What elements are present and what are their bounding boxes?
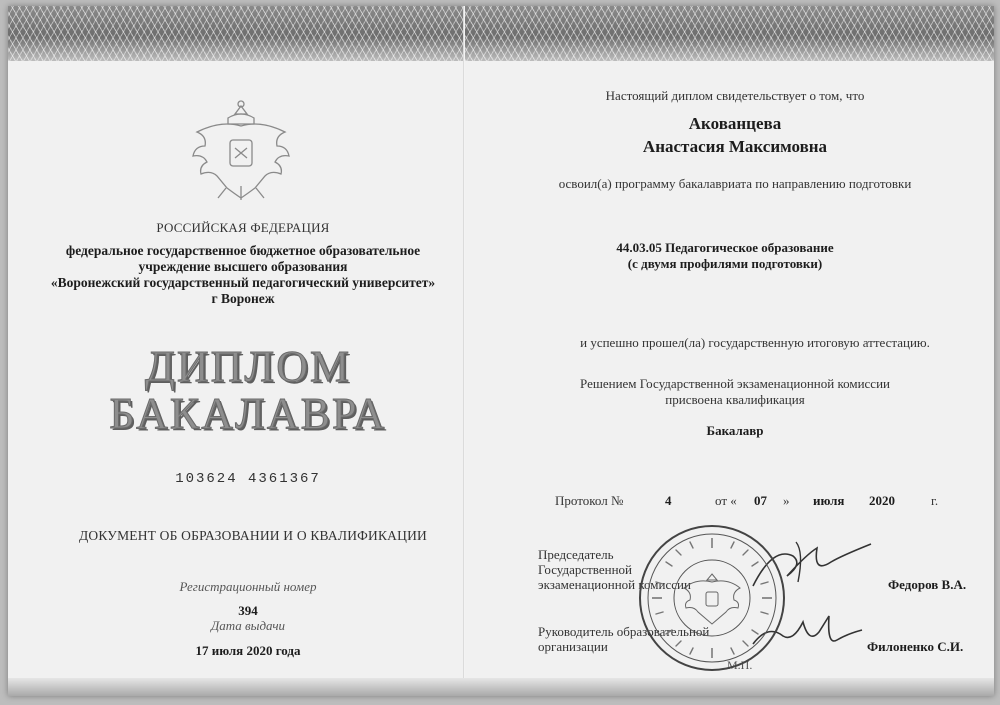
institution-name [8, 243, 478, 307]
protocol-year: 2020 [869, 493, 895, 508]
graduate-surname: Акованцева [688, 114, 782, 133]
head-name: Филоненко С.И. [867, 639, 964, 654]
head-label-line-2: организации [538, 639, 608, 654]
protocol-close-quote: » [783, 493, 790, 508]
direction-line-2: (с двумя профилями подготовки) [627, 256, 823, 271]
seal-place-label: М.П. [727, 658, 753, 672]
left-page [8, 6, 463, 696]
diploma-title-line-2: БАКАЛАВРА [109, 389, 387, 438]
coat-of-arms-icon [188, 96, 294, 206]
graduate-name: Анастасия Максимовна [642, 137, 828, 156]
institution-line-2: учреждение высшего образования [138, 259, 348, 274]
issue-date-label: Дата выдачи [210, 618, 286, 633]
direction-line-1: 44.03.05 Педагогическое образование [616, 240, 834, 255]
protocol-day: 07 [754, 493, 767, 508]
passed-text: и успешно прошел(ла) государственную итоговую аттестацию. [580, 335, 930, 350]
decision-line-2: присвоена квалификация [665, 392, 805, 407]
diploma-sheet [8, 6, 994, 696]
registration-number: 394 [238, 603, 258, 618]
registration-label: Регистрационный номер [179, 579, 317, 594]
issue-date: 17 июля 2020 года [195, 643, 301, 658]
chair-name: Федоров В.А. [888, 577, 967, 592]
head-label-line-1: Руководитель образовательной [538, 624, 710, 639]
protocol-month: июля [813, 493, 845, 508]
intro-text: Настоящий диплом свидетельствует о том, что [605, 88, 865, 103]
decision-line-1: Решением Государственной экзаменационной комиссии [580, 376, 890, 391]
chair-label-line-3: экзаменационной комиссии [538, 577, 691, 592]
official-seal-icon [636, 522, 788, 674]
qualification: Бакалавр [706, 423, 764, 438]
diploma-title-line-1: ДИПЛОМ [144, 342, 352, 391]
protocol-label: Протокол № [555, 493, 624, 508]
institution-line-3: «Воронежский государственный педагогический университет» [50, 275, 436, 290]
program-text: освоил(а) программу бакалавриата по направлению подготовки [558, 176, 912, 191]
chair-label-line-1: Председатель [538, 547, 614, 562]
protocol-number: 4 [665, 493, 672, 508]
document-type: ДОКУМЕНТ ОБ ОБРАЗОВАНИИ И О КВАЛИФИКАЦИИ [79, 528, 427, 543]
country-label: РОССИЙСКАЯ ФЕДЕРАЦИЯ [156, 220, 330, 235]
institution-line-1: федеральное государственное бюджетное образовательное [65, 243, 421, 258]
protocol-year-suffix: г. [931, 493, 939, 508]
institution-city: г Воронеж [211, 291, 275, 306]
protocol-from: от « [715, 493, 737, 508]
chair-label-line-2: Государственной [538, 562, 633, 577]
serial-number: 103624 4361367 [175, 471, 321, 487]
